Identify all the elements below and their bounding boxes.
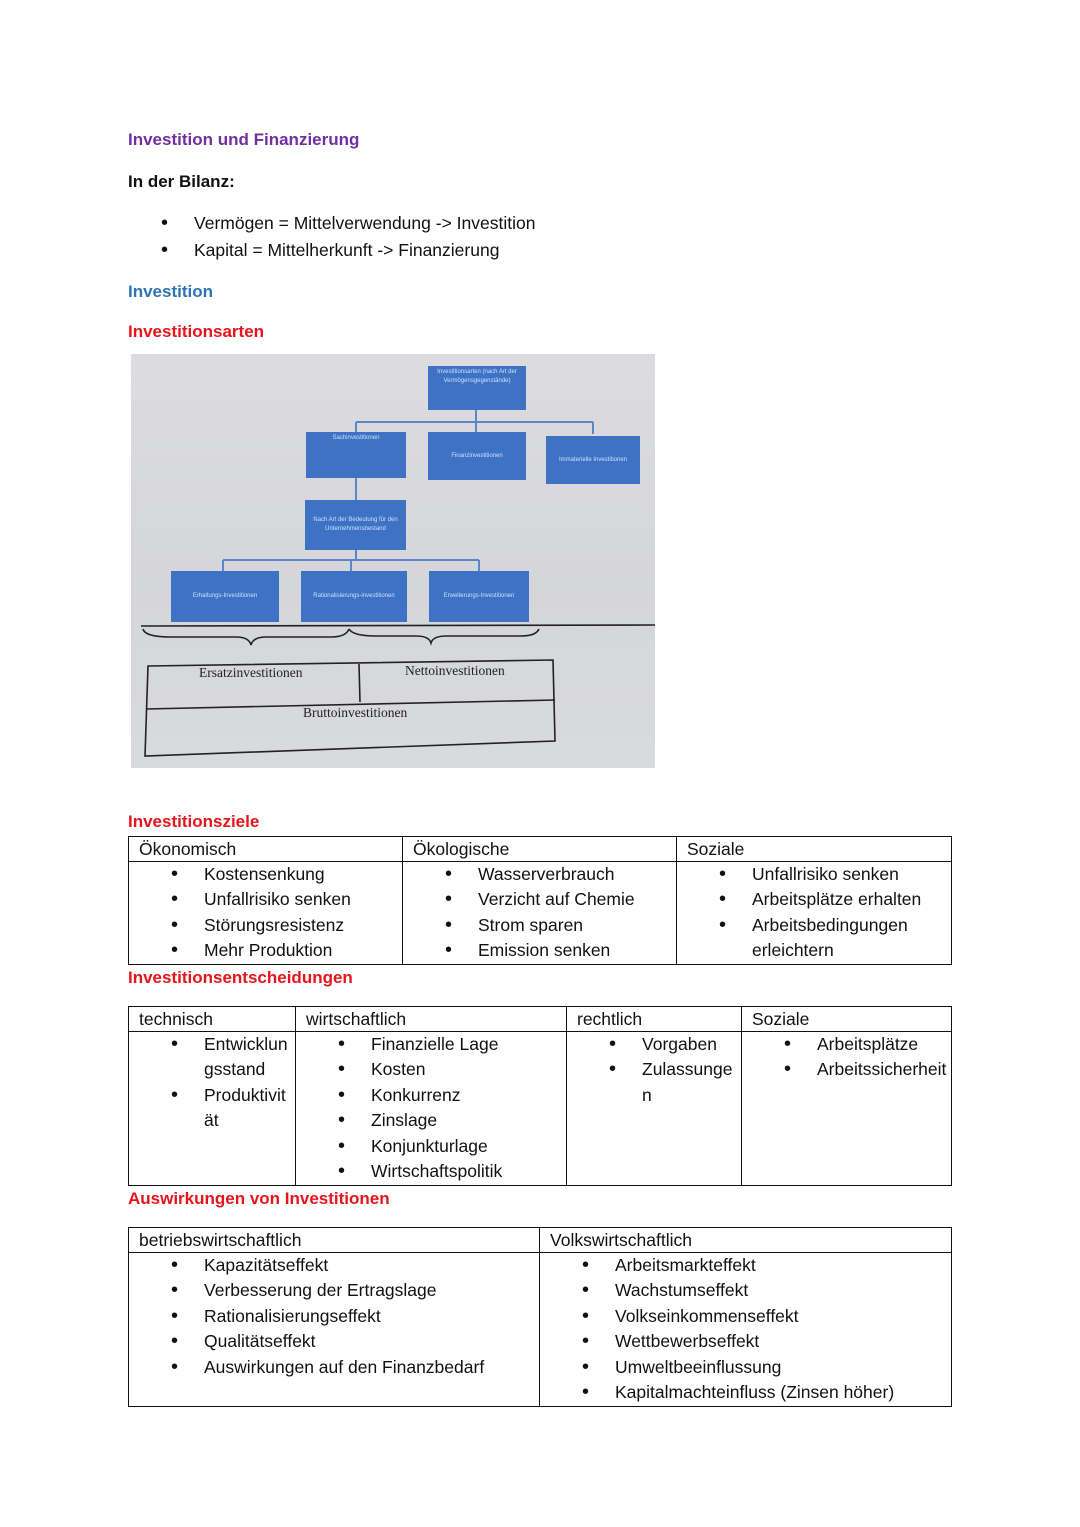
investitionsarten-diagram	[131, 354, 655, 768]
list-item: • Rationalisierungseffekt	[129, 1304, 539, 1329]
bilanz-heading: In der Bilanz:	[128, 172, 235, 191]
investitionsziele-heading: Investitionsziele	[128, 812, 260, 831]
page-title: Investition und Finanzierung	[128, 130, 360, 149]
investitionsentscheidungen-table	[128, 1006, 952, 1186]
column-header: betriebswirtschaftlich	[129, 1228, 540, 1253]
investitionsentscheidungen-heading: Investitionsentscheidungen	[128, 968, 353, 987]
list-item: • Wirtschaftspolitik	[296, 1159, 566, 1184]
list-item: • Finanzielle Lage	[296, 1032, 566, 1057]
list-item: • Konkurrenz	[296, 1083, 566, 1108]
list-item: • Volkseinkommenseffekt	[540, 1304, 951, 1329]
list-item: • Qualitätseffekt	[129, 1329, 539, 1354]
list-item: • Umweltbeeinflussung	[540, 1355, 951, 1380]
auswirkungen-table	[128, 1227, 952, 1407]
investitionsziele-table	[128, 836, 952, 965]
list-item: • Entwicklungsstand	[129, 1032, 295, 1083]
column-header: Ökonomisch	[129, 837, 403, 862]
column-header: Ökologische	[403, 837, 677, 862]
list-item: • Wasserverbrauch	[403, 862, 676, 887]
list-item: • Kosten	[296, 1057, 566, 1082]
list-item: • Arbeitsbedingungen erleichtern	[677, 913, 951, 964]
list-item: • Mehr Produktion	[129, 938, 402, 963]
list-item: • Unfallrisiko senken	[129, 887, 402, 912]
list-item: • Arbeitsmarkteffekt	[540, 1253, 951, 1278]
column-header: technisch	[129, 1007, 296, 1032]
bilanz-list	[128, 210, 535, 264]
list-item: • Auswirkungen auf den Finanzbedarf	[129, 1355, 539, 1380]
list-item: • Kapitalmachteinfluss (Zinsen höher)	[540, 1380, 951, 1405]
list-item: • Wettbewerbseffekt	[540, 1329, 951, 1354]
list-item: • Verbesserung der Ertragslage	[129, 1278, 539, 1303]
diagram-box-immaterielle: Immaterielle Investitionen	[546, 436, 640, 484]
diagram-label-ersatz: Ersatzinvestitionen	[199, 665, 303, 680]
list-item: • Unfallrisiko senken	[677, 862, 951, 887]
list-item: • Arbeitssicherheit	[742, 1057, 951, 1082]
column-header: Soziale	[677, 837, 952, 862]
list-item: • Kapazitätseffekt	[129, 1253, 539, 1278]
column-header: wirtschaftlich	[296, 1007, 567, 1032]
list-item: • Kostensenkung	[129, 862, 402, 887]
list-item: • Wachstumseffekt	[540, 1278, 951, 1303]
list-item: • Strom sparen	[403, 913, 676, 938]
list-item: • Zinslage	[296, 1108, 566, 1133]
list-item: • Arbeitsplätze	[742, 1032, 951, 1057]
column-header: rechtlich	[567, 1007, 742, 1032]
auswirkungen-heading: Auswirkungen von Investitionen	[128, 1189, 390, 1208]
investitionsarten-heading: Investitionsarten	[128, 322, 265, 341]
list-item: • Zulassungen	[567, 1057, 741, 1108]
list-item: • Verzicht auf Chemie	[403, 887, 676, 912]
list-item: • Vorgaben	[567, 1032, 741, 1057]
investition-heading: Investition	[128, 282, 214, 301]
list-item: • Konjunkturlage	[296, 1134, 566, 1159]
diagram-label-netto: Nettoinvestitionen	[405, 663, 505, 678]
diagram-box-erhaltung: Erhaltungs-Investitionen	[171, 571, 279, 622]
list-item: • Arbeitsplätze erhalten	[677, 887, 951, 912]
list-item: • Kapital = Mittelherkunft -> Finanzierung	[128, 237, 535, 264]
list-item: • Produktivität	[129, 1083, 295, 1134]
diagram-root-box: Investitionsarten (nach Art der Vermögensgegenstände)	[428, 366, 526, 410]
diagram-box-erweiterung: Erweiterungs-Investitionen	[429, 571, 529, 622]
column-header: Soziale	[742, 1007, 952, 1032]
diagram-label-brutto: Bruttoinvestitionen	[303, 705, 408, 720]
list-item: • Störungsresistenz	[129, 913, 402, 938]
diagram-box-sachinvestitionen: Sachinvestitionen	[306, 432, 406, 478]
diagram-box-bedeutung: Nach Art der Bedeutung für den Unternehmensbestand	[305, 500, 406, 550]
diagram-box-finanzinvestitionen: Finanzinvestitionen	[428, 432, 526, 480]
diagram-box-rationalisierung: Rationalisierungs-investitionen	[301, 571, 407, 622]
list-item: • Vermögen = Mittelverwendung -> Investition	[128, 210, 535, 237]
column-header: Volkswirtschaftlich	[540, 1228, 952, 1253]
list-item: • Emission senken	[403, 938, 676, 963]
